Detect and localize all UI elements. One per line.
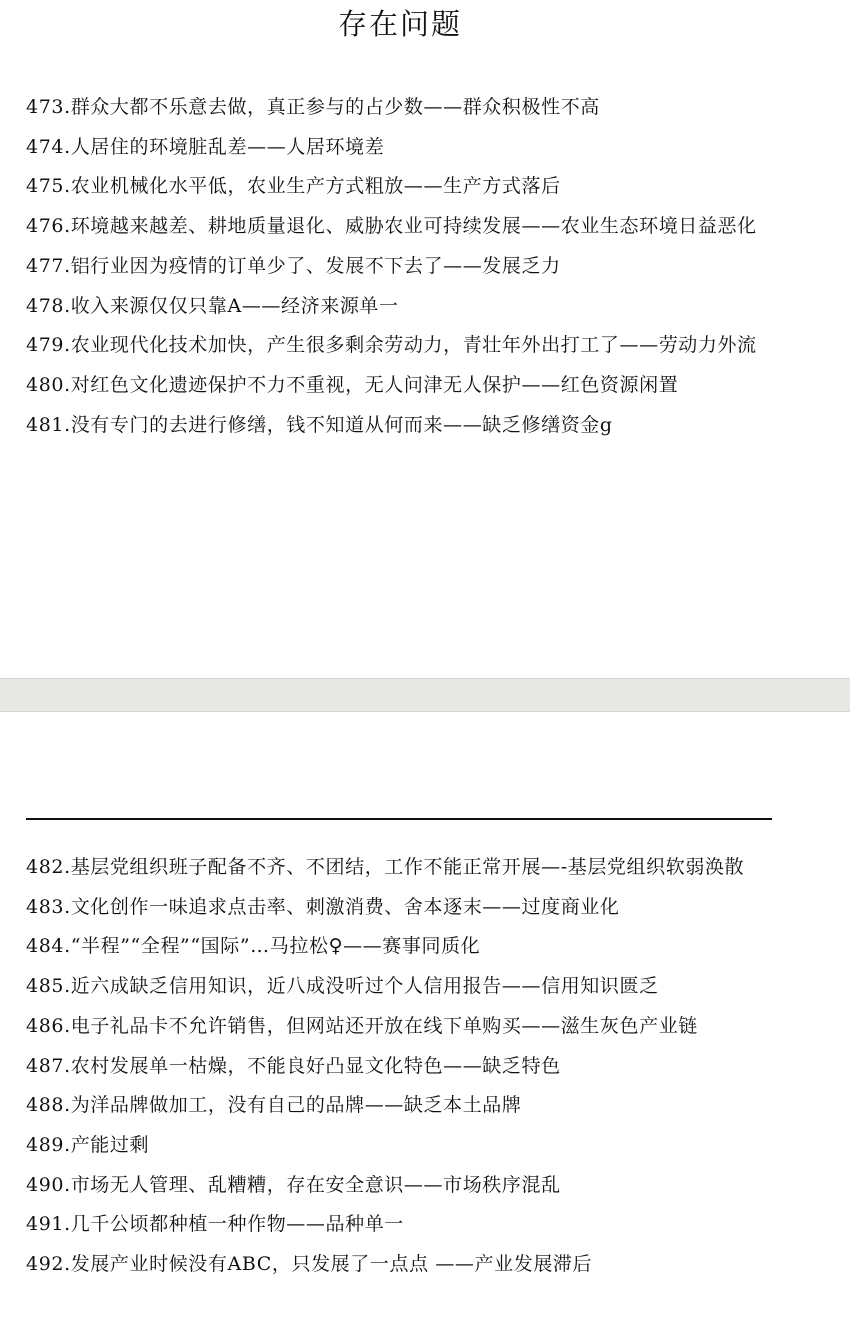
list-item: 490.市场无人管理、乱糟糟，存在安全意识——市场秩序混乱 [26,1173,561,1196]
list-item: 475.农业机械化水平低，农业生产方式粗放——生产方式落后 [26,175,561,198]
document-page-2 [0,712,850,1324]
list-item: 486.电子礼品卡不允许销售，但网站还开放在线下单购买——滋生灰色产业链 [26,1014,698,1037]
page-title: 存在问题 [337,7,462,41]
problem-list-page-2 [26,848,776,1285]
problem-list-page-1 [26,88,776,445]
list-item: 487.农村发展单一枯燥，不能良好凸显文化特色——缺乏特色 [26,1054,561,1077]
list-item: 476.环境越来越差、耕地质量退化、威胁农业可持续发展——农业生态环境日益恶化 [26,215,757,238]
list-item: 473.群众大都不乐意去做，真正参与的占少数——群众积极性不高 [26,96,600,118]
list-item: 478.收入来源仅仅只靠A——经济来源单一 [26,294,399,317]
list-item: 484.“半程”“全程”“国际”…马拉松♀——赛事同质化 [26,935,481,958]
list-item: 481.没有专门的去进行修缮，钱不知道从何而来——缺乏修缮资金g [26,413,613,436]
list-item: 479.农业现代化技术加快，产生很多剩余劳动力，青壮年外出打工了——劳动力外流 [26,334,757,357]
list-item: 485.近六成缺乏信用知识，近八成没听过个人信用报告——信用知识匮乏 [26,975,659,998]
list-item: 488.为洋品牌做加工，没有自己的品牌——缺乏本土品牌 [26,1094,522,1117]
header-divider [26,818,772,820]
list-item: 477.铝行业因为疫情的订单少了、发展不下去了——发展乏力 [26,254,561,277]
page-separator [0,678,850,712]
list-item: 480.对红色文化遗迹保护不力不重视，无人问津无人保护——红色资源闲置 [26,373,679,396]
list-item: 491.几千公顷都种植一种作物——品种单一 [26,1213,404,1236]
list-item: 474.人居住的环境脏乱差——人居环境差 [26,135,385,158]
list-item: 492.发展产业时候没有ABC，只发展了一点点 ——产业发展滞后 [26,1253,593,1276]
list-item: 482.基层党组织班子配备不齐、不团结，工作不能正常开展—-基层党组织软弱涣散 [26,856,745,878]
list-item: 483.文化创作一味追求点击率、刺激消费、舍本逐末——过度商业化 [26,895,620,918]
list-item: 489.产能过剩 [26,1133,150,1156]
